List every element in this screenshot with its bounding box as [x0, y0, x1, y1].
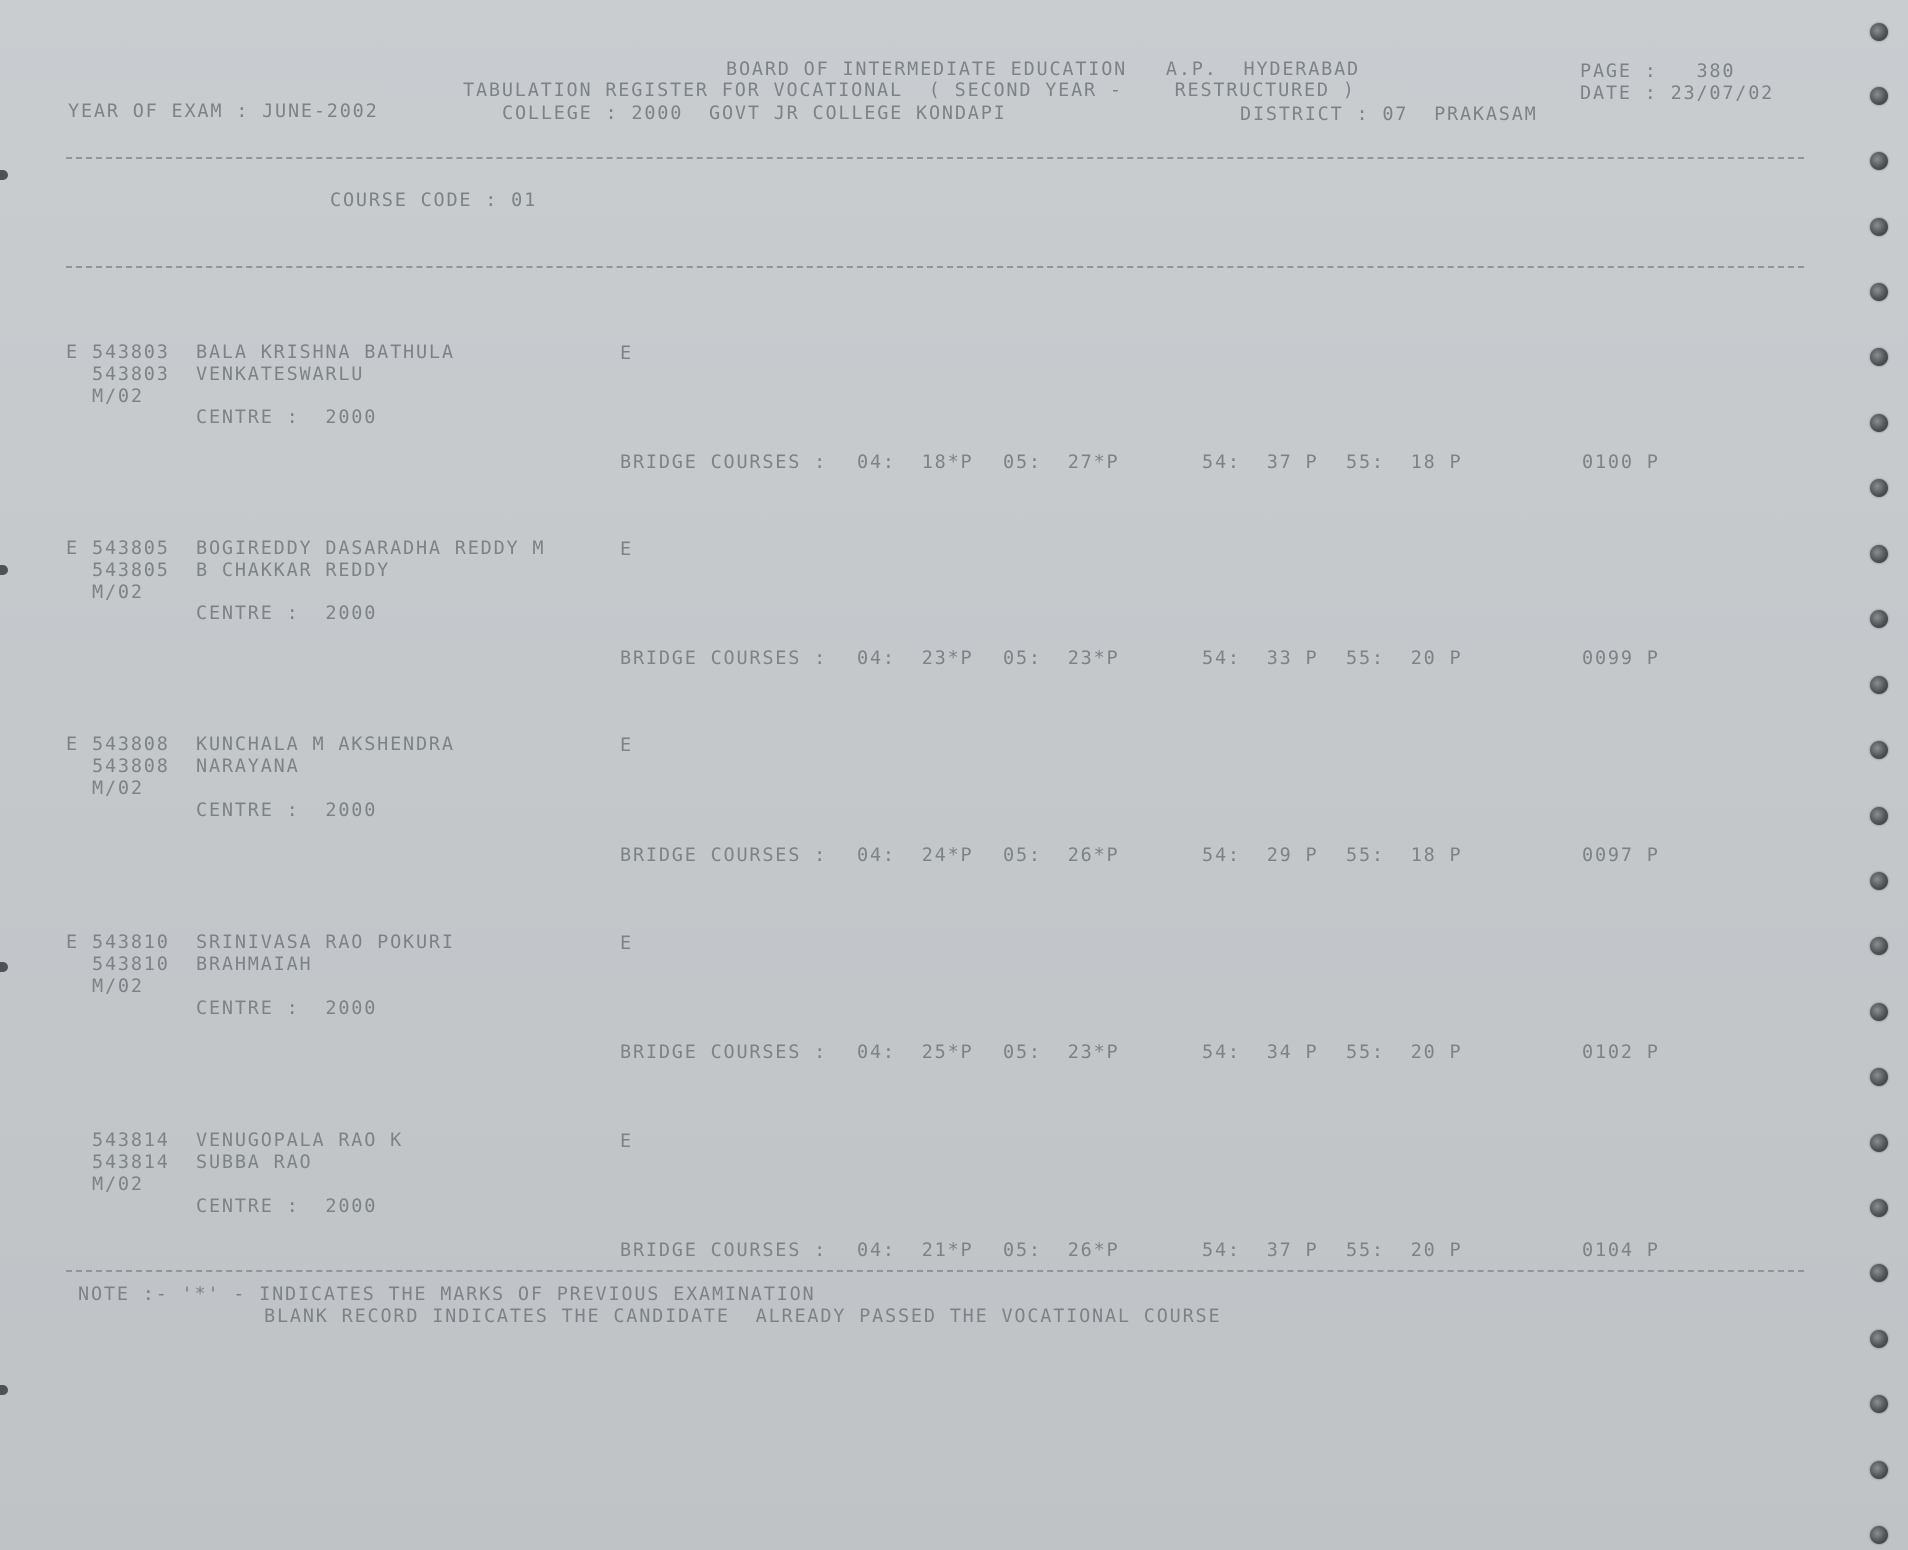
feed-hole	[1870, 937, 1888, 955]
feed-hole	[1870, 1395, 1888, 1413]
course-54-marks: 54: 33 P	[1202, 648, 1319, 669]
course-55-marks: 55: 20 P	[1346, 1240, 1463, 1261]
college-line: COLLEGE : 2000 GOVT JR COLLEGE KONDAPI	[502, 103, 1007, 124]
record-flag: E	[620, 933, 633, 954]
note-line-2: BLANK RECORD INDICATES THE CANDIDATE ALREADY PASSED THE VOCATIONAL COURSE	[264, 1306, 1222, 1327]
course-04-marks: 04: 24*P	[857, 845, 974, 866]
record-name: VENUGOPALA RAO K	[196, 1130, 404, 1151]
feed-hole	[1870, 23, 1888, 41]
record-sex-year: M/02	[92, 1174, 144, 1195]
course-05-marks: 05: 26*P	[1003, 845, 1120, 866]
course-05-marks: 05: 23*P	[1003, 648, 1120, 669]
record-roll: 543803	[92, 364, 170, 385]
feed-hole	[1870, 1199, 1888, 1217]
record-hall-ticket: 543805	[92, 538, 170, 559]
record-sex-year: M/02	[92, 778, 144, 799]
record-flag: E	[620, 539, 633, 560]
record-name: BOGIREDDY DASARADHA REDDY M	[196, 538, 546, 559]
feed-hole	[1870, 1068, 1888, 1086]
feed-hole	[1870, 414, 1888, 432]
total-marks: 0099 P	[1582, 648, 1660, 669]
feed-hole	[1870, 872, 1888, 890]
feed-hole	[1870, 1003, 1888, 1021]
record-father-name: BRAHMAIAH	[196, 954, 313, 975]
record-father-name: VENKATESWARLU	[196, 364, 365, 385]
record-roll: 543808	[92, 756, 170, 777]
course-54-marks: 54: 37 P	[1202, 1240, 1319, 1261]
record-centre: CENTRE : 2000	[196, 603, 378, 624]
feed-hole	[1870, 218, 1888, 236]
record-centre: CENTRE : 2000	[196, 407, 378, 428]
course-05-marks: 05: 27*P	[1003, 452, 1120, 473]
bridge-courses-label: BRIDGE COURSES :	[620, 452, 828, 473]
feed-hole	[1870, 152, 1888, 170]
record-prefix: E	[66, 932, 79, 953]
record-flag: E	[620, 735, 633, 756]
record-flag: E	[620, 343, 633, 364]
feed-hole	[1870, 741, 1888, 759]
record-father-name: B CHAKKAR REDDY	[196, 560, 391, 581]
record-prefix: E	[66, 342, 79, 363]
feed-hole	[1870, 1134, 1888, 1152]
feed-hole	[1870, 1330, 1888, 1348]
feed-hole	[1870, 479, 1888, 497]
feed-hole	[1870, 348, 1888, 366]
course-55-marks: 55: 20 P	[1346, 648, 1463, 669]
record-roll: 543814	[92, 1152, 170, 1173]
feed-hole	[1870, 610, 1888, 628]
print-date: DATE : 23/07/02	[1580, 83, 1775, 104]
register-title: TABULATION REGISTER FOR VOCATIONAL ( SECOND YEAR - RESTRUCTURED )	[463, 80, 1356, 101]
record-roll: 543810	[92, 954, 170, 975]
feed-hole	[1870, 807, 1888, 825]
course-55-marks: 55: 20 P	[1346, 1042, 1463, 1063]
record-hall-ticket: 543814	[92, 1130, 170, 1151]
record-roll: 543805	[92, 560, 170, 581]
record-sex-year: M/02	[92, 976, 144, 997]
course-54-marks: 54: 37 P	[1202, 452, 1319, 473]
course-04-marks: 04: 21*P	[857, 1240, 974, 1261]
record-name: BALA KRISHNA BATHULA	[196, 342, 455, 363]
note-line-1: NOTE :- '*' - INDICATES THE MARKS OF PREVIOUS EXAMINATION	[78, 1284, 816, 1305]
feed-hole	[1870, 283, 1888, 301]
district-line: DISTRICT : 07 PRAKASAM	[1240, 104, 1538, 125]
course-54-marks: 54: 34 P	[1202, 1042, 1319, 1063]
board-title: BOARD OF INTERMEDIATE EDUCATION A.P. HYDERABAD	[726, 59, 1360, 80]
record-centre: CENTRE : 2000	[196, 998, 378, 1019]
feed-hole	[1870, 1461, 1888, 1479]
bridge-courses-label: BRIDGE COURSES :	[620, 1240, 828, 1261]
record-hall-ticket: 543808	[92, 734, 170, 755]
bridge-courses-label: BRIDGE COURSES :	[620, 648, 828, 669]
course-04-marks: 04: 18*P	[857, 452, 974, 473]
footer-divider	[66, 1270, 1804, 1272]
feed-hole	[1870, 545, 1888, 563]
record-hall-ticket: 543803	[92, 342, 170, 363]
record-centre: CENTRE : 2000	[196, 800, 378, 821]
record-sex-year: M/02	[92, 582, 144, 603]
bridge-courses-label: BRIDGE COURSES :	[620, 1042, 828, 1063]
binder-mark	[0, 962, 8, 972]
year-of-exam: YEAR OF EXAM : JUNE-2002	[68, 101, 379, 122]
record-name: KUNCHALA M AKSHENDRA	[196, 734, 455, 755]
course-55-marks: 55: 18 P	[1346, 845, 1463, 866]
record-father-name: SUBBA RAO	[196, 1152, 313, 1173]
total-marks: 0097 P	[1582, 845, 1660, 866]
record-prefix: E	[66, 538, 79, 559]
binder-mark	[0, 170, 8, 180]
feed-hole	[1870, 676, 1888, 694]
record-centre: CENTRE : 2000	[196, 1196, 378, 1217]
course-05-marks: 05: 26*P	[1003, 1240, 1120, 1261]
course-54-marks: 54: 29 P	[1202, 845, 1319, 866]
course-04-marks: 04: 23*P	[857, 648, 974, 669]
record-name: SRINIVASA RAO POKURI	[196, 932, 455, 953]
feed-hole	[1870, 1526, 1888, 1544]
feed-hole	[1870, 87, 1888, 105]
course-divider	[66, 266, 1804, 268]
binder-mark	[0, 565, 8, 575]
record-hall-ticket: 543810	[92, 932, 170, 953]
total-marks: 0100 P	[1582, 452, 1660, 473]
bridge-courses-label: BRIDGE COURSES :	[620, 845, 828, 866]
total-marks: 0104 P	[1582, 1240, 1660, 1261]
record-father-name: NARAYANA	[196, 756, 300, 777]
record-sex-year: M/02	[92, 386, 144, 407]
total-marks: 0102 P	[1582, 1042, 1660, 1063]
page-number: PAGE : 380	[1580, 61, 1736, 82]
header-divider	[66, 157, 1804, 159]
course-05-marks: 05: 23*P	[1003, 1042, 1120, 1063]
course-55-marks: 55: 18 P	[1346, 452, 1463, 473]
tractor-feed-holes	[1848, 0, 1908, 1550]
course-code: COURSE CODE : 01	[330, 190, 538, 211]
binder-mark	[0, 1385, 8, 1395]
record-prefix: E	[66, 734, 79, 755]
course-04-marks: 04: 25*P	[857, 1042, 974, 1063]
feed-hole	[1870, 1264, 1888, 1282]
record-flag: E	[620, 1131, 633, 1152]
